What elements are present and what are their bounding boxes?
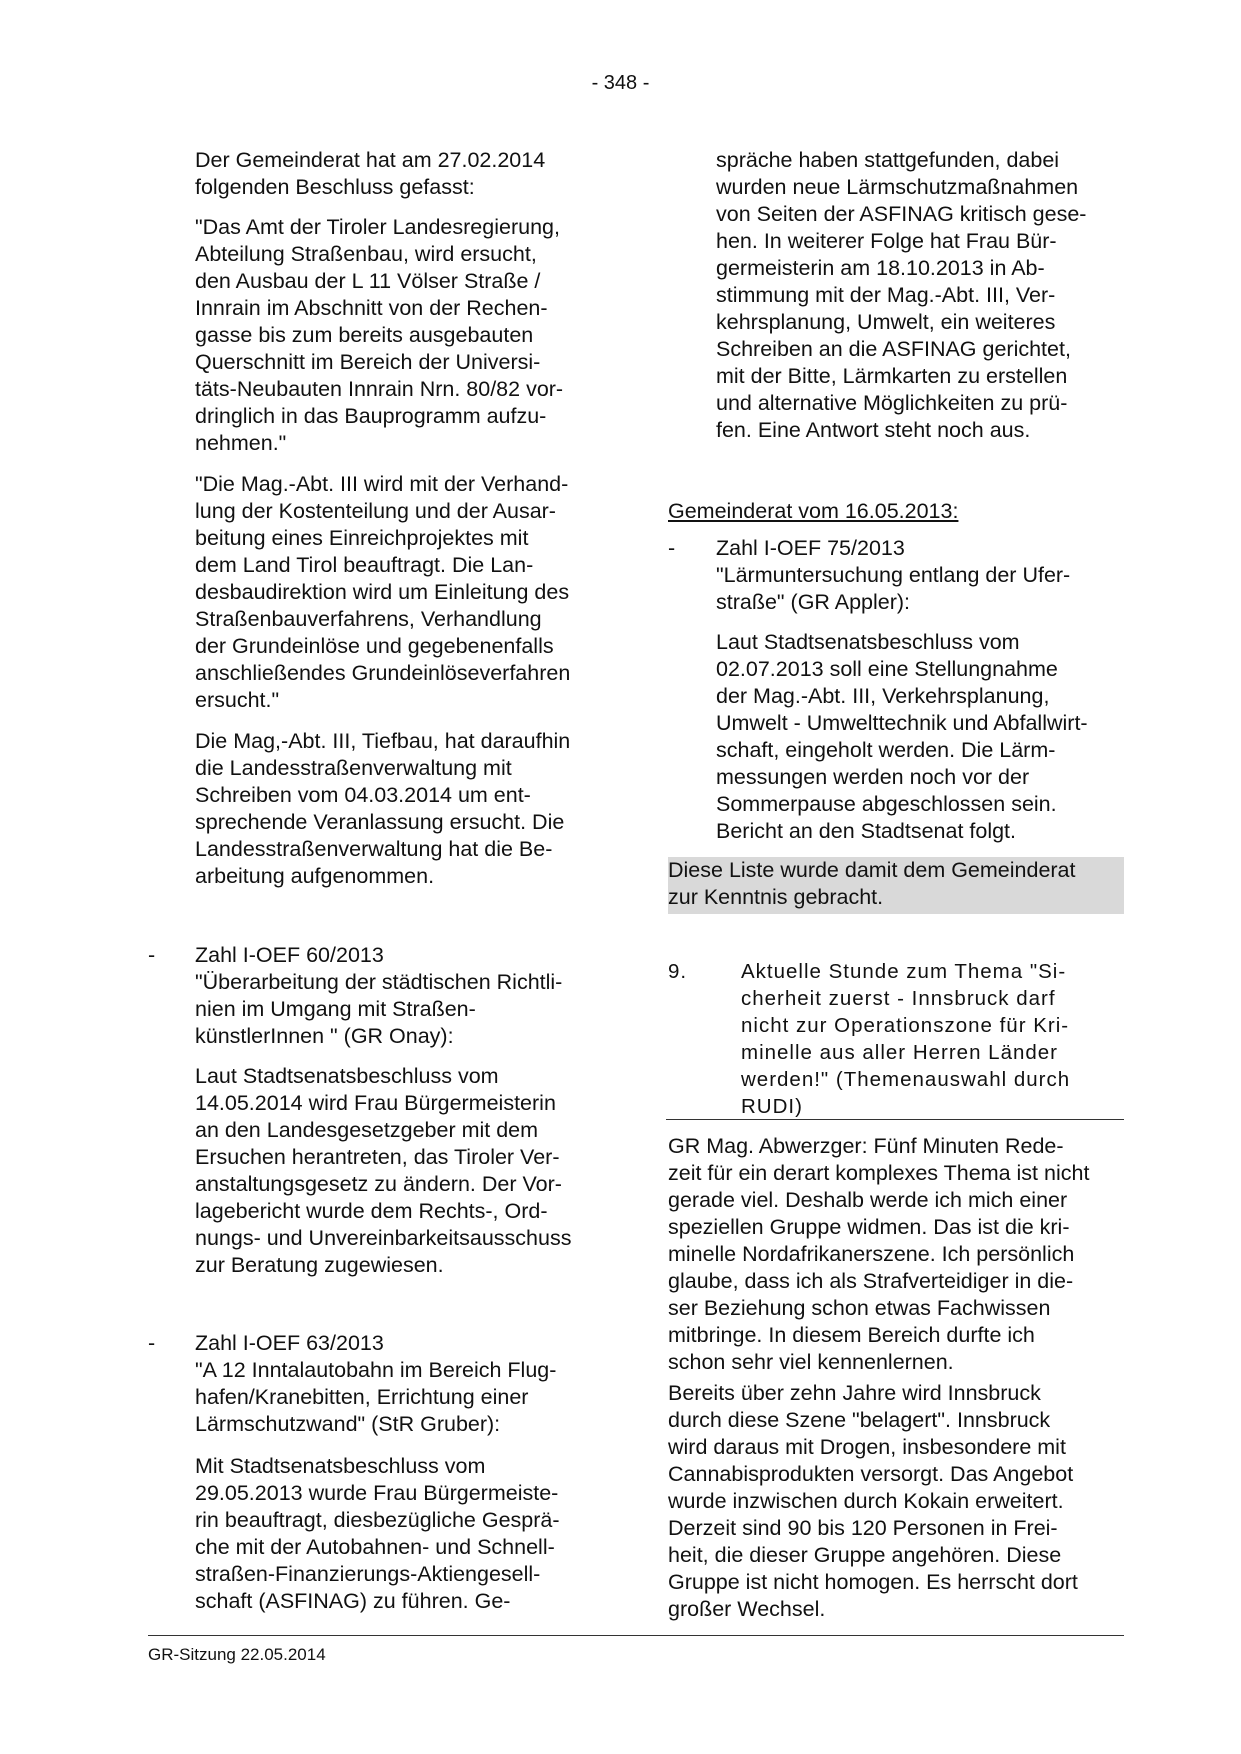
- page-number: - 348 -: [591, 72, 650, 94]
- footer-rule: [148, 1635, 1124, 1636]
- text-line: Innrain im Abschnitt von der Rechen-: [195, 296, 548, 320]
- text-line: wurde inzwischen durch Kokain erweitert.: [668, 1489, 1064, 1513]
- text-line: "Das Amt der Tiroler Landesregierung,: [195, 215, 560, 239]
- text-line: zeit für ein derart komplexes Thema ist nicht: [668, 1161, 1090, 1185]
- item-body-oef-60: [195, 1063, 571, 1279]
- speech-paragraph-1: [668, 1133, 1089, 1376]
- text-line: täts-Neubauten Innrain Nrn. 80/82 vor-: [195, 377, 564, 401]
- text-line: ser Beziehung schon etwas Fachwissen: [668, 1296, 1051, 1320]
- text-line: spräche haben stattgefunden, dabei: [716, 148, 1060, 172]
- text-line: Der Gemeinderat hat am 27.02.2014: [195, 148, 546, 172]
- text-line: straßen-Finanzierungs-Aktiengesell-: [195, 1562, 541, 1586]
- text-line: germeisterin am 18.10.2013 in Ab-: [716, 256, 1045, 280]
- text-line: schaft, eingeholt werden. Die Lärm-: [716, 738, 1056, 762]
- text-line: arbeitung aufgenommen.: [195, 864, 435, 888]
- text-line: Ersuchen herantreten, das Tiroler Ver-: [195, 1145, 560, 1169]
- agenda-number: 9.: [668, 960, 688, 983]
- text-line: che mit der Autobahnen- und Schnell-: [195, 1535, 555, 1559]
- text-line: der Mag.-Abt. III, Verkehrsplanung,: [716, 684, 1050, 708]
- text-line: Querschnitt im Bereich der Universi-: [195, 350, 541, 374]
- resolution-quote-2: [195, 471, 570, 714]
- text-line: nien im Umgang mit Straßen-: [195, 997, 476, 1021]
- footer-text: GR-Sitzung 22.05.2014: [148, 1645, 326, 1664]
- text-line: "Überarbeitung der städtischen Richtli-: [195, 970, 563, 994]
- text-line: lung der Kostenteilung und der Ausar-: [195, 499, 556, 523]
- text-line: wird daraus mit Drogen, insbesondere mit: [668, 1435, 1066, 1459]
- text-line: heit, die dieser Gruppe angehören. Diese: [668, 1543, 1062, 1567]
- text-line: großer Wechsel.: [668, 1597, 826, 1621]
- text-line: von Seiten der ASFINAG kritisch gese-: [716, 202, 1087, 226]
- text-line: hafen/Kranebitten, Errichtung einer: [195, 1385, 529, 1409]
- text-line: "A 12 Inntalautobahn im Bereich Flug-: [195, 1358, 557, 1382]
- text-line: wurden neue Lärmschutzmaßnahmen: [716, 175, 1079, 199]
- item-heading-oef-75: [716, 535, 1070, 616]
- resolution-quote-1: [195, 214, 563, 457]
- item-body-oef-63: [195, 1453, 560, 1615]
- text-line: Umwelt - Umwelttechnik und Abfallwirt-: [716, 711, 1088, 735]
- text-line: fen. Eine Antwort steht noch aus.: [716, 418, 1031, 442]
- list-dash: -: [148, 1331, 156, 1355]
- text-line: ersucht.": [195, 688, 280, 712]
- text-line: Mit Stadtsenatsbeschluss vom: [195, 1454, 486, 1478]
- text-line: mitbringe. In diesem Bereich durfte ich: [668, 1323, 1035, 1347]
- text-line: minelle aus aller Herren Länder: [741, 1041, 1059, 1064]
- text-line: 02.07.2013 soll eine Stellungnahme: [716, 657, 1058, 681]
- text-line: Landesstraßenverwaltung hat die Be-: [195, 837, 553, 861]
- text-line: lagebericht wurde dem Rechts-, Ord-: [195, 1199, 548, 1223]
- item-body-oef-75: [716, 629, 1088, 845]
- text-line: schaft (ASFINAG) zu führen. Ge-: [195, 1589, 511, 1613]
- text-line: glaube, dass ich als Strafverteidiger in die-: [668, 1269, 1074, 1293]
- text-line: gerade viel. Deshalb werde ich mich einer: [668, 1188, 1068, 1212]
- text-line: nungs- und Unvereinbarkeitsausschuss: [195, 1226, 572, 1250]
- text-line: Zahl I-OEF 63/2013: [195, 1331, 384, 1355]
- text-line: Zahl I-OEF 75/2013: [716, 536, 905, 560]
- text-line: cherheit zuerst - Innsbruck darf: [741, 987, 1056, 1010]
- text-line: Straßenbauverfahrens, Verhandlung: [195, 607, 542, 631]
- text-line: den Ausbau der L 11 Völser Straße /: [195, 269, 541, 293]
- text-line: nicht zur Operationszone für Kri-: [741, 1014, 1070, 1037]
- text-line: folgenden Beschluss gefasst:: [195, 175, 475, 199]
- text-line: Die Mag,-Abt. III, Tiefbau, hat daraufhin: [195, 729, 571, 753]
- text-line: Lärmschutzwand" (StR Gruber):: [195, 1412, 501, 1436]
- text-line: Bereits über zehn Jahre wird Innsbruck: [668, 1381, 1041, 1405]
- item-heading-oef-63: [195, 1330, 556, 1438]
- text-line: Derzeit sind 90 bis 120 Personen in Frei-: [668, 1516, 1058, 1540]
- text-line: nehmen.": [195, 431, 287, 455]
- text-line: "Die Mag.-Abt. III wird mit der Verhand-: [195, 472, 569, 496]
- text-line: an den Landesgesetzgeber mit dem: [195, 1118, 539, 1142]
- text-line: Sommerpause abgeschlossen sein.: [716, 792, 1057, 816]
- text-line: Zahl I-OEF 60/2013: [195, 943, 384, 967]
- speech-paragraph-2: [668, 1380, 1078, 1623]
- text-line: schon sehr viel kennenlernen.: [668, 1350, 954, 1374]
- text-line: zur Beratung zugewiesen.: [195, 1253, 444, 1277]
- text-line: durch diese Szene "belagert". Innsbruck: [668, 1408, 1051, 1432]
- text-line: Laut Stadtsenatsbeschluss vom: [195, 1064, 499, 1088]
- text-line: rin beauftragt, diesbezügliche Gesprä-: [195, 1508, 560, 1532]
- text-line: Diese Liste wurde damit dem Gemeinderat: [668, 858, 1076, 882]
- text-line: desbaudirektion wird um Einleitung des: [195, 580, 570, 604]
- text-line: GR Mag. Abwerzger: Fünf Minuten Rede-: [668, 1134, 1064, 1158]
- list-dash: -: [148, 943, 156, 967]
- continuation-paragraph: [716, 147, 1086, 444]
- status-paragraph: [195, 728, 570, 890]
- text-line: straße" (GR Appler):: [716, 590, 911, 614]
- text-line: gasse bis zum bereits ausgebauten: [195, 323, 534, 347]
- text-line: werden!" (Themenauswahl durch: [741, 1068, 1071, 1091]
- text-line: minelle Nordafrikanerszene. Ich persönlich: [668, 1242, 1075, 1266]
- text-line: sprechende Veranlassung ersucht. Die: [195, 810, 565, 834]
- text-line: beitung eines Einreichprojektes mit: [195, 526, 529, 550]
- agenda-rule: [666, 1119, 1124, 1120]
- text-line: mit der Bitte, Lärmkarten zu erstellen: [716, 364, 1068, 388]
- text-line: messungen werden noch vor der: [716, 765, 1030, 789]
- text-line: Aktuelle Stunde zum Thema "Si-: [741, 960, 1067, 983]
- text-line: künstlerInnen " (GR Onay):: [195, 1024, 454, 1048]
- text-line: Bericht an den Stadtsenat folgt.: [716, 819, 1017, 843]
- text-line: stimmung mit der Mag.-Abt. III, Ver-: [716, 283, 1056, 307]
- text-line: dringlich in das Bauprogramm aufzu-: [195, 404, 547, 428]
- text-line: hen. In weiterer Folge hat Frau Bür-: [716, 229, 1057, 253]
- text-line: Abteilung Straßenbau, wird ersucht,: [195, 242, 537, 266]
- agenda-title: [741, 958, 1070, 1120]
- text-line: kehrsplanung, Umwelt, ein weiteres: [716, 310, 1056, 334]
- text-line: anschließendes Grundeinlöseverfahren: [195, 661, 571, 685]
- text-line: Gruppe ist nicht homogen. Es herrscht dort: [668, 1570, 1078, 1594]
- list-dash: -: [668, 536, 676, 560]
- item-heading-oef-60: [195, 942, 562, 1050]
- text-line: anstaltungsgesetz zu ändern. Der Vor-: [195, 1172, 562, 1196]
- text-line: der Grundeinlöse und gegebenenfalls: [195, 634, 554, 658]
- text-line: Schreiben vom 04.03.2014 um ent-: [195, 783, 531, 807]
- text-line: RUDI): [741, 1095, 803, 1118]
- text-line: Schreiben an die ASFINAG gerichtet,: [716, 337, 1071, 361]
- intro-paragraph: [195, 147, 545, 201]
- text-line: Cannabisprodukten versorgt. Das Angebot: [668, 1462, 1074, 1486]
- text-line: 29.05.2013 wurde Frau Bürgermeiste-: [195, 1481, 559, 1505]
- text-line: 14.05.2014 wird Frau Bürgermeisterin: [195, 1091, 556, 1115]
- text-line: Laut Stadtsenatsbeschluss vom: [716, 630, 1020, 654]
- text-line: speziellen Gruppe widmen. Das ist die kri-: [668, 1215, 1070, 1239]
- text-line: zur Kenntnis gebracht.: [668, 885, 884, 909]
- text-line: und alternative Möglichkeiten zu prü-: [716, 391, 1068, 415]
- text-line: "Lärmuntersuchung entlang der Ufer-: [716, 563, 1071, 587]
- text-line: dem Land Tirol beauftragt. Die Lan-: [195, 553, 534, 577]
- section-heading: Gemeinderat vom 16.05.2013:: [668, 499, 959, 523]
- highlight-text: [668, 857, 1076, 911]
- text-line: die Landesstraßenverwaltung mit: [195, 756, 512, 780]
